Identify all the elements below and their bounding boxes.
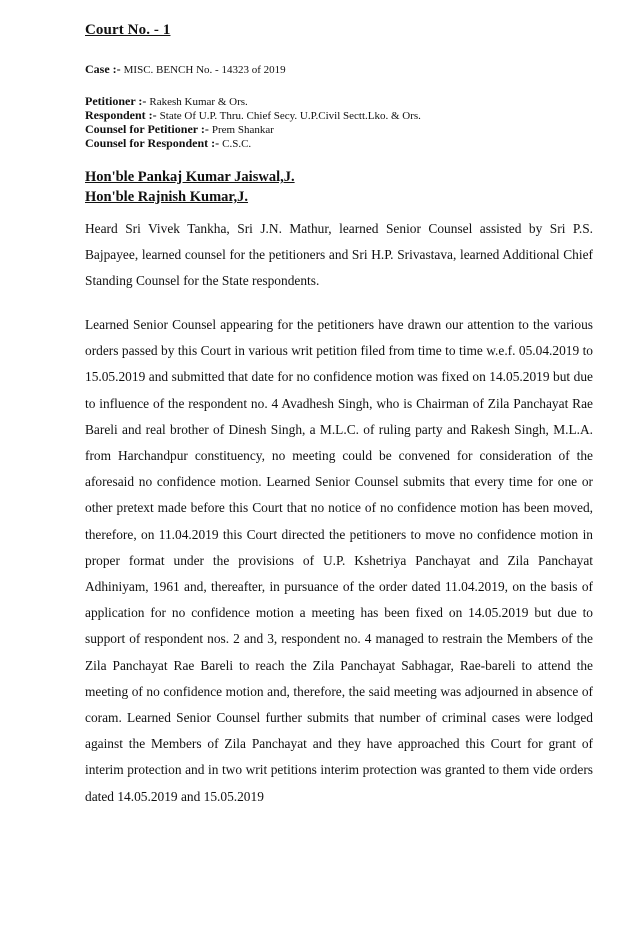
case-value: MISC. BENCH No. - 14323 of 2019 <box>123 64 286 76</box>
respondent-line <box>85 108 421 123</box>
judge-name: Hon'ble Rajnish Kumar,J. <box>85 189 249 205</box>
case-line <box>85 62 286 77</box>
petitioner-label: Petitioner :- <box>85 94 147 108</box>
respondent-label: Respondent :- <box>85 108 157 122</box>
petitioner-line <box>85 94 248 109</box>
counsel-petitioner-label: Counsel for Petitioner :- <box>85 122 209 136</box>
petitioner-value: Rakesh Kumar & Ors. <box>149 96 248 108</box>
counsel-respondent-value: C.S.C. <box>222 138 252 150</box>
paragraph-submissions: Learned Senior Counsel appearing for the petitioners have drawn our attention to the various orders passed by this Court in various writ petition filed from time to time w.e.f. 05.04.2019 to 15.05.2019 and submitted that date for no confidence motion was fixed on 14.05.2019 but due to influence of the respondent no. 4 Avadhesh Singh, who is Chairman of Zila Panchayat Rae Bareli and real brother of Dinesh Singh, a M.L.C. of ruling party and Rakesh Singh, M.L.A. from Harchandpur constituency, no meeting could be convened for consideration of the aforesaid no confidence motion. Learned Senior Counsel submits that every time for one or other pretext made before this Court that no notice of no confidence motion has been moved, therefore, on 11.04.2019 this Court directed the petitioners to move no confidence motion in proper format under the provisions of U.P. Kshetriya Panchayat and Zila Panchayat Adhiniyam, 1961 and, thereafter, in pursuance of the order dated 11.04.2019, on the basis of application for no confidence motion a meeting has been fixed on 14.05.2019 but due to support of respondent nos. 2 and 3, respondent no. 4 managed to restrain the Members of the Zila Panchayat Rae Bareli to reach the Zila Panchayat Sabhagar, Rae-bareli to attend the meeting of no confidence motion and, therefore, the said meeting was adjourned in absence of coram. Learned Senior Counsel further submits that number of criminal cases were lodged against the Members of Zila Panchayat and they have approached this Court for grant of interim protection and in two writ petitions interim protection was granted to them vide orders dated 14.05.2019 and 15.05.2019 <box>85 317 593 804</box>
case-label: Case :- <box>85 62 121 76</box>
paragraph-heard: Heard Sri Vivek Tankha, Sri J.N. Mathur, learned Senior Counsel assisted by Sri P.S. Bajpayee, learned counsel for the petitioners and Sri H.P. Srivastava, learned Additional Chief Standing Counsel for the State respondents. <box>85 221 593 289</box>
counsel-respondent-label: Counsel for Respondent :- <box>85 136 220 150</box>
bench-block <box>85 167 295 207</box>
counsel-petitioner-line <box>85 122 274 137</box>
counsel-respondent-line <box>85 136 251 151</box>
respondent-value: State Of U.P. Thru. Chief Secy. U.P.Civil Sectt.Lko. & Ors. <box>159 110 421 122</box>
court-number-heading: Court No. - 1 <box>85 22 171 38</box>
judge-name: Hon'ble Pankaj Kumar Jaiswal,J. <box>85 169 295 185</box>
counsel-petitioner-value: Prem Shankar <box>211 124 274 136</box>
